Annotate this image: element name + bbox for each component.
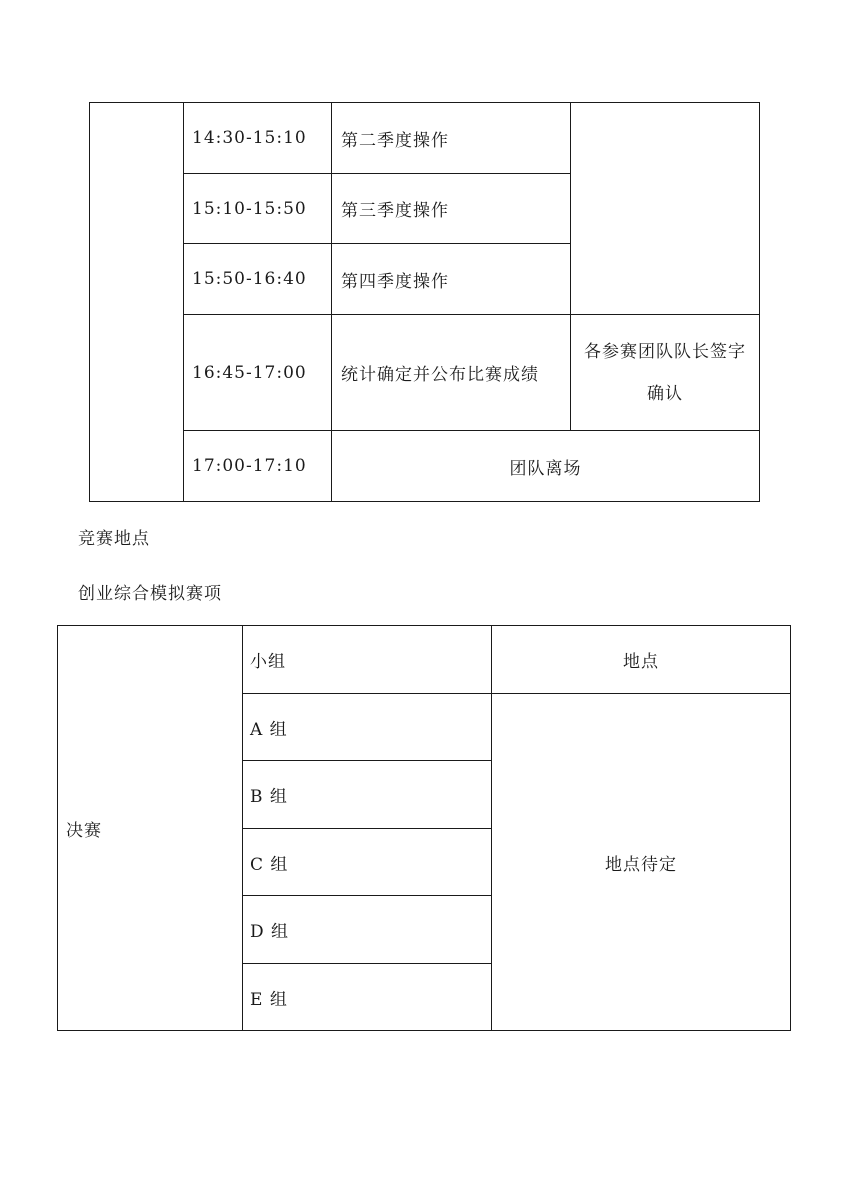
table-row	[58, 626, 791, 694]
header-group: 小组	[243, 626, 492, 694]
schedule-activity: 第二季度操作	[332, 103, 571, 174]
schedule-blank-cell	[90, 103, 184, 502]
schedule-note-blank	[571, 103, 760, 315]
schedule-activity: 第三季度操作	[332, 174, 571, 244]
subsection-title: 创业综合模拟赛项	[78, 584, 222, 604]
header-location: 地点	[492, 626, 791, 694]
section-title: 竞赛地点	[78, 529, 150, 549]
schedule-time: 17:00-17:10	[184, 431, 332, 502]
schedule-time: 16:45-17:00	[184, 315, 332, 431]
table-row	[90, 431, 760, 502]
group-cell: D 组	[243, 896, 492, 964]
group-cell: E 组	[243, 964, 492, 1031]
table-row	[90, 315, 760, 431]
stage-cell: 决赛	[58, 626, 243, 1031]
schedule-note: 各参赛团队队长签字确认	[571, 315, 760, 431]
schedule-activity: 统计确定并公布比赛成绩	[332, 315, 571, 431]
schedule-activity: 团队离场	[332, 431, 760, 502]
location-value: 地点待定	[492, 694, 791, 1031]
venue-table	[57, 625, 791, 1031]
table-row	[90, 103, 760, 174]
schedule-time: 15:10-15:50	[184, 174, 332, 244]
schedule-activity: 第四季度操作	[332, 244, 571, 315]
schedule-time: 15:50-16:40	[184, 244, 332, 315]
group-cell: B 组	[243, 761, 492, 829]
group-cell: A 组	[243, 694, 492, 761]
schedule-time: 14:30-15:10	[184, 103, 332, 174]
group-cell: C 组	[243, 829, 492, 896]
schedule-table	[89, 102, 760, 502]
